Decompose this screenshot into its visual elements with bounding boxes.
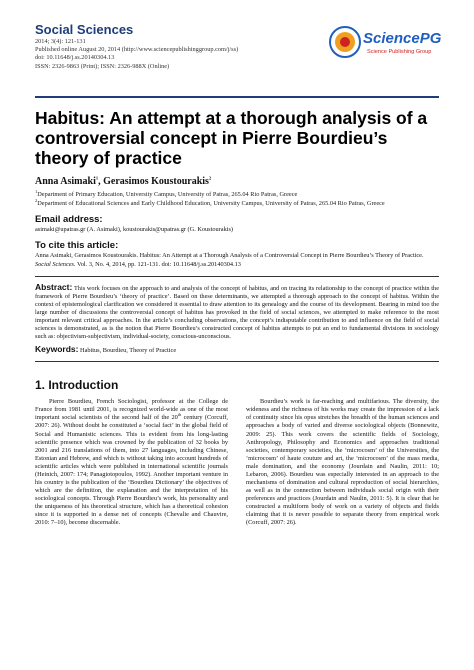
right-column	[246, 398, 439, 527]
affiliation-2: $^2$Department of Educational Sciences and Early Childhood Education, University Campus, University of Patras, 265.04 Rio Patras, Greece	[35, 197, 385, 207]
cite-heading: To cite this article:	[35, 240, 119, 252]
author-line: Anna Asimaki$^1$, Gerasimos Koustourakis$^2$	[35, 175, 212, 187]
abstract	[35, 283, 439, 341]
logo-wordmark: SciencePG	[363, 30, 442, 47]
century-superscript: th	[177, 412, 182, 418]
citation-part-2: Vol. 3, No. 4, 2014, pp. 121-131. doi: 10.11648/j.ss.20140304.13	[77, 260, 241, 268]
affiliation-1-text: Department of Primary Education, University Campus, University of Patras, 265.04 Rio Patras, Greece	[37, 191, 298, 198]
journal-issn: ISSN: 2326-9863 (Print); ISSN: 2326-988X (Online)	[35, 62, 170, 70]
author-separator: ,	[98, 176, 104, 187]
affiliation-2-text: Department of Educational Sciences and Early Childhood Education, University Campus, University of Patras, 265.04 Rio Patras, Greece	[37, 199, 385, 207]
keywords-text: Habitus, Bourdieu, Theory of Practice	[80, 347, 177, 355]
journal-issue: 2014; 3(4): 121-131	[35, 38, 86, 45]
citation-text	[35, 252, 439, 269]
body-columns	[35, 398, 439, 527]
logo-tagline: Science Publishing Group	[367, 49, 432, 55]
intro-p1-b: century (Corcuff, 2007: 26). Without doubt he constituted a ‘social fact’ in the global field of Social and Humanistic sciences. This is evident from his long-lasting scientific presence which was crowned by the publication of 32 books by 2001 and 216 translations of them, into 27 languages, including Chinese, Estonian and Hebrew, and which is without taking into account hundreds of scientific articles which were published in international scientific journals (Heinich, 2007: 174; Panagiotopoulos, 1992). Another important venture in his country is the publication of the ‘Bourdieu Dictionary’ the objectives of which are the definition, the explanation and the interpretation of his sociological concepts. Through Pierre Bourdieu’s work, his personality and the uniqueness of his theoretical structure, which has a theoretical cohesion since it is supported in a dense net of concepts (Chevalie and Chauvire, 2010: 7–10), become discernable.	[35, 414, 229, 527]
intro-p1-a: Pierre Bourdieu, French Sociologist, professor at the College de France from 1981 until 2001, is recognized world-wide as one of the most important social scientists of the second half of the 20	[35, 398, 228, 422]
keywords-label: Keywords:	[35, 344, 79, 355]
journal-name: Social Sciences	[35, 22, 134, 37]
author-2: Gerasimos Koustourakis	[103, 176, 209, 187]
section-heading-introduction: 1. Introduction	[35, 378, 119, 393]
email-heading: Email address:	[35, 214, 103, 225]
citation-part-1: Anna Asimaki, Gerasimos Koustourakis. Habitus: An Attempt at a Thorough Analysis of a Controversial Concept in Pierre Bourdieu’s Theory of Practice.	[35, 252, 424, 260]
article-title: Habitus: An attempt at a thorough analysis of a controversial concept in Pierre Bourdieu’s theory of practice	[35, 108, 428, 168]
intro-paragraph-1	[35, 398, 228, 527]
email-addresses[interactable]: asimaki@upatras.gr (A. Asimaki), koustourakis@upatras.gr (G. Koustourakis)	[35, 226, 234, 233]
journal-doi: doi: 10.11648/j.ss.20140304.13	[35, 54, 115, 62]
header-rule	[35, 96, 439, 98]
published-online: Published online August 20, 2014 (http://www.sciencepublishinggroup.com/j/ss)	[35, 46, 239, 54]
abstract-label: Abstract:	[35, 281, 73, 292]
intro-paragraph-2: Bourdieu’s work is far-reaching and multifarious. The diversity, the wideness and the richness of his works may create the impression of a lack of continuity since his opus stretches the breadth of the human sciences and approaches a body of varied and diverse sociological objects (Bonnewitz, 2009: 25). This work covers the scientific fields of Sociology, Anthropology, Philosophy and Economics and approaches traditional societies, contemporary societies, the ‘microcosm’ of the Universities, the ‘microcosm’ of haute couture and art, the ‘microcosm’ of the mass media, male domination, and the economy (Jourdain and Naulin, 2011: 10; Lebaron, 2006). Bourdieu was especially interested in an approach to the mechanisms of domination and cultural reproduction of social hierarchies, as well as in the connection between individuals social origin with their preferences and practices (Jourdain and Naulin, 2011: 5). It is clear that he constructed a multiform body of work on a variety of objects and fields claiming that it is never possible to separate theory from empirical work (Corcuff, 2007: 26).	[246, 398, 439, 527]
left-column	[35, 398, 228, 527]
publisher-logo	[327, 24, 442, 64]
abstract-text: This work focuses on the approach to and analysis of the concept of habitus, and on tracing its relationship to the concept of practice within the framework of Pierre Bourdieu’s ‘theory of practice’. Based on these determinants, we attempted a thorough approach to the concept of habitus. Within the context of epistemological clarification we considered it essential to draw attention to its genealogy and the course of its development. Bearing in mind too the large number of discussions the controversial concept of habitus has provoked in the field of social sciences, we attempted to make reference to the most important relevant critical approaches. In the article’s concluding observations, the concept’s indisputable contribution to and influence on the field of social sciences is demonstrated, as is the notion that Pierre Bourdieu’s constructed concept of habitus attempts to put an end to fundamental divisions in sociology such as: objectivism-subjectivism, individual-society, conscious-unconscious.	[35, 284, 440, 341]
author-1: Anna Asimaki	[35, 176, 96, 187]
citation-journal: Social Sciences.	[35, 260, 76, 268]
abstract-block	[35, 276, 439, 362]
sun-logo-icon	[327, 24, 363, 60]
journal-header	[35, 22, 442, 88]
affiliation-1: $^1$Department of Primary Education, University Campus, University of Patras, 265.04 Rio Patras, Greece	[35, 188, 298, 198]
keywords	[35, 345, 439, 355]
